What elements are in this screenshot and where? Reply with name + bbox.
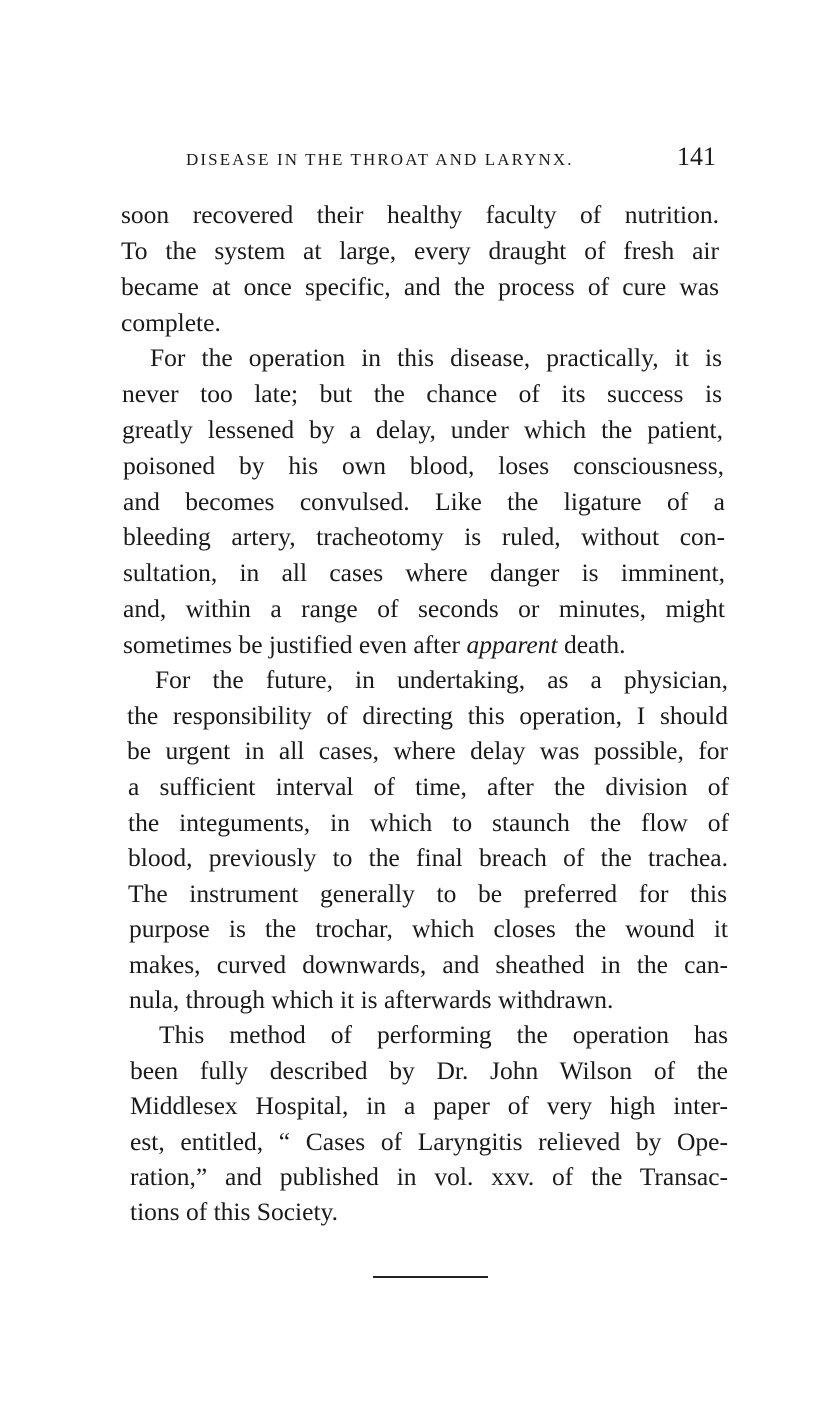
text-line: and, within a range of seconds or minutes, might: [123, 594, 725, 623]
text-line: To the system at large, every draught of fresh air: [121, 236, 719, 265]
text-line: For the future, in undertaking, as a physician,: [155, 665, 728, 694]
text-line: purpose is the trochar, which closes the wound it: [129, 914, 728, 943]
text-line: This method of performing the operation has: [159, 1020, 728, 1049]
text-line: and becomes convulsed. Like the ligature of a: [123, 487, 725, 516]
text-line: never too late; but the chance of its success is: [122, 379, 722, 408]
running-header: [186, 142, 716, 178]
text-line: The instrument generally to be preferred for this: [128, 879, 727, 908]
text-line: makes, curved downwards, and sheathed in the can-: [129, 950, 728, 979]
text-line: the integuments, in which to staunch the flow of: [128, 808, 729, 837]
text-line: Middlesex Hospital, in a paper of very high inter-: [130, 1091, 728, 1120]
text-line: soon recovered their healthy faculty of nutrition.: [121, 200, 719, 229]
text-line: the responsibility of directing this operation, I should: [127, 701, 728, 730]
text-line: sultation, in all cases where danger is imminent,: [123, 558, 725, 587]
page-number: 141: [677, 142, 716, 171]
text-line: became at once specific, and the process of cure was: [121, 272, 719, 301]
running-title: DISEASE IN THE THROAT AND LARYNX.: [186, 150, 574, 169]
text-line: greatly lessened by a delay, under which the patient,: [122, 415, 723, 444]
text-segment: sometimes be justified even after: [123, 630, 461, 659]
text-line: poisoned by his own blood, loses consciousness,: [123, 451, 724, 480]
text-line: For the operation in this disease, practically, it is: [150, 343, 722, 372]
text-line: be urgent in all cases, where delay was possible, for: [127, 736, 728, 765]
italic-word: apparent: [466, 630, 558, 659]
text-line: a sufficient interval of time, after the division of: [128, 772, 729, 801]
text-line: bleeding artery, tracheotomy is ruled, without con-: [123, 522, 725, 551]
text-line: nula, through which it is afterwards withdrawn.: [129, 985, 614, 1014]
text-line: ration,” and published in vol. xxv. of the Transac-: [130, 1162, 728, 1191]
text-line: blood, previously to the final breach of the trachea.: [128, 843, 728, 872]
text-line: tions of this Society.: [130, 1197, 339, 1226]
text-line: [123, 627, 725, 663]
text-line: complete.: [121, 308, 221, 337]
text-line: est, entitled, “ Cases of Laryngitis relieved by Ope-: [130, 1127, 728, 1156]
text-line: been fully described by Dr. John Wilson of the: [130, 1056, 728, 1085]
text-segment: death.: [563, 630, 626, 659]
end-rule: [373, 1276, 488, 1278]
